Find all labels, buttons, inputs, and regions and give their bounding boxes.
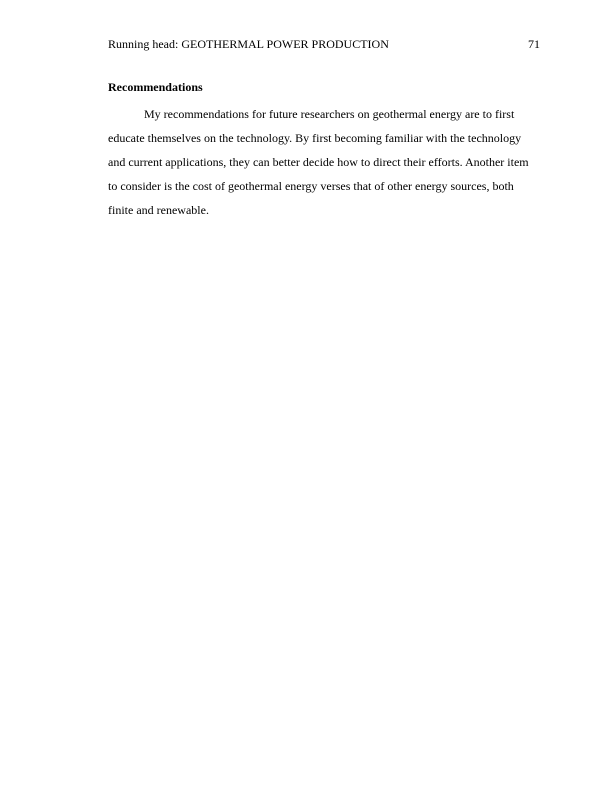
paragraph-line: finite and renewable. <box>108 203 209 217</box>
body-paragraph <box>108 106 540 226</box>
paragraph-line: educate themselves on the technology. By first becoming familiar with the technology <box>108 131 522 145</box>
paragraph-line: and current applications, they can better decide how to direct their efforts. Another item <box>108 155 529 169</box>
paragraph-line: to consider is the cost of geothermal energy verses that of other energy sources, both <box>108 179 514 193</box>
paragraph-line: My recommendations for future researchers on geothermal energy are to first <box>144 107 515 121</box>
page-number: 71 <box>528 37 540 51</box>
page-header <box>108 36 540 52</box>
running-head: Running head: GEOTHERMAL POWER PRODUCTION <box>108 37 389 51</box>
section-heading: Recommendations <box>108 80 203 94</box>
